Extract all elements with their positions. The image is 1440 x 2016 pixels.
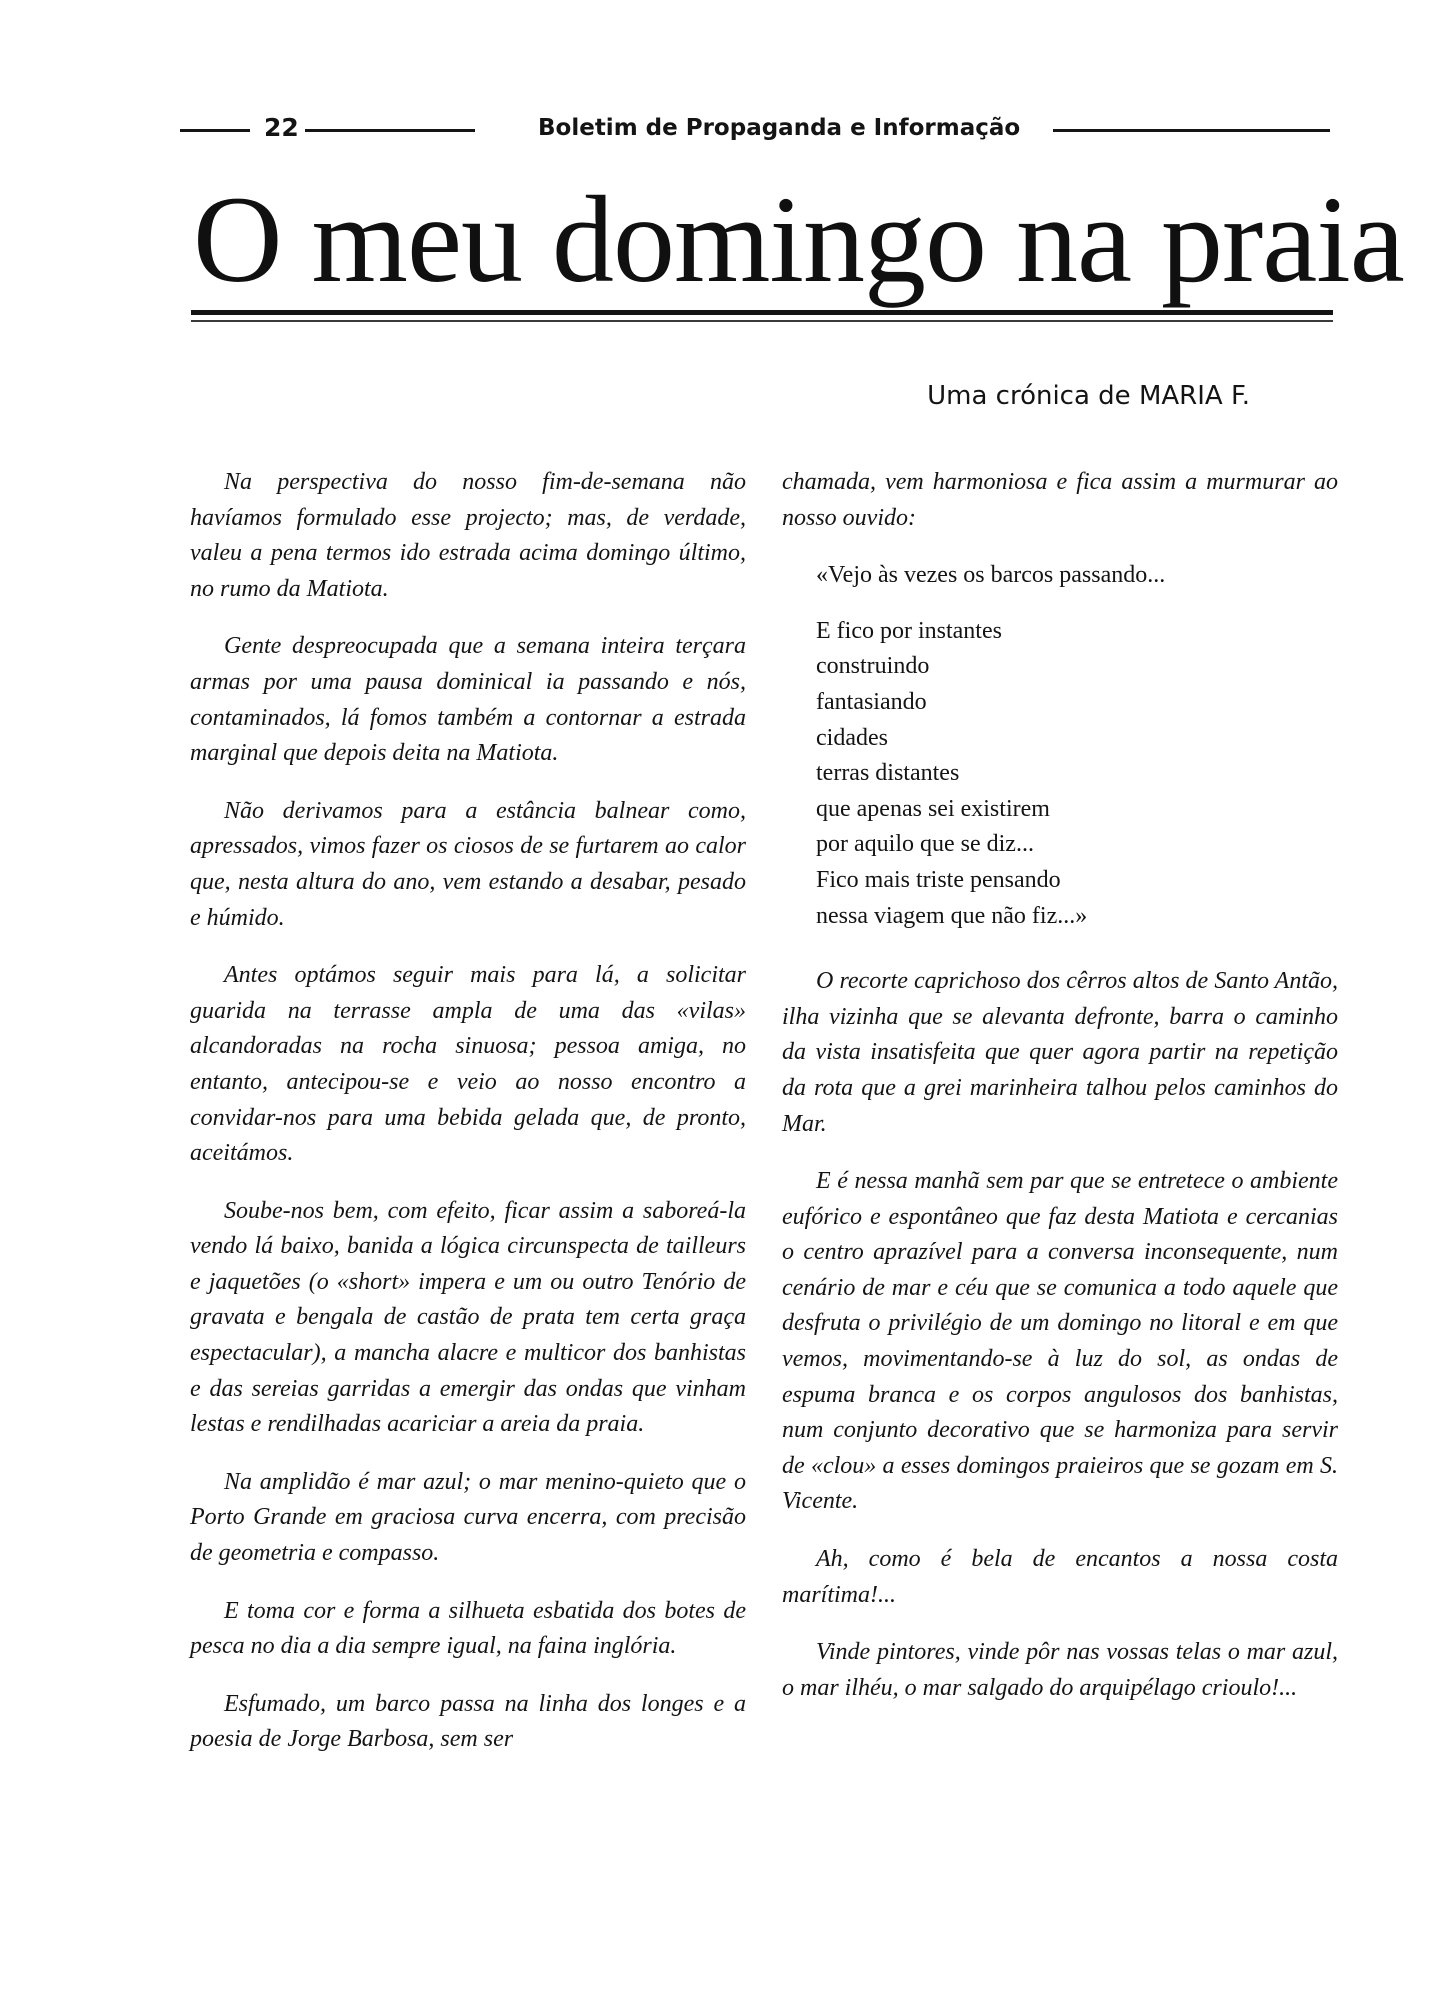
poem-line: cidades bbox=[816, 724, 888, 751]
header-rule-left bbox=[180, 129, 250, 132]
paragraph: Soube-nos bem, com efeito, ficar assim a saboreá-la vendo lá baixo, banida a lógica circunspecta de tailleurs e jaquetões (o «short» impera e um ou outro Tenório de gravata e bengala de castão de prata tem certa graça espectacular), a mancha alacre e multicor dos banhistas e das sereias garridas a emergir das ondas que vinham lestas e rendilhadas acariciar a areia da praia. bbox=[190, 1197, 746, 1438]
page-number: 22 bbox=[258, 113, 305, 143]
running-header bbox=[180, 113, 1330, 143]
poem-line: que apenas sei existirem bbox=[816, 795, 1050, 822]
paragraph: Vinde pintores, vinde pôr nas vossas telas o mar azul, o mar ilhéu, o mar salgado do arquipélago crioulo!... bbox=[782, 1639, 1338, 1701]
paragraph: Esfumado, um barco passa na linha dos longes e a poesia de Jorge Barbosa, sem ser bbox=[190, 1690, 746, 1753]
header-rule-right bbox=[1053, 129, 1330, 132]
paragraph: Na amplidão é mar azul; o mar menino-quieto que o Porto Grande em graciosa curva encerra, com precisão de geometria e compasso. bbox=[190, 1468, 746, 1567]
paragraph: Não derivamos para a estância balnear como, apressados, vimos fazer os ciosos de se furtarem ao calor que, nesta altura do ano, vem estando a desabar, pesado e húmido. bbox=[190, 797, 746, 931]
poem-lines bbox=[782, 614, 1338, 934]
poem-line: nessa viagem que não fiz...» bbox=[816, 902, 1088, 929]
poem-quote bbox=[782, 558, 1338, 934]
journal-title: Boletim de Propaganda e Informação bbox=[530, 113, 1028, 143]
poem-line: por aquilo que se diz... bbox=[816, 831, 1034, 858]
paragraph: Ah, como é bela de encantos a nossa costa marítima!... bbox=[782, 1546, 1338, 1608]
poem-line: fantasiando bbox=[816, 688, 927, 715]
header-rule-middle bbox=[290, 129, 475, 132]
title-rule-thick bbox=[191, 310, 1333, 315]
paragraph: Antes optámos seguir mais para lá, a solicitar guarida na terrasse ampla de uma das «vilas» alcandoradas na rocha sinuosa; pessoa amiga, no entanto, antecipou-se e veio ao nosso encontro a convidar-nos para uma bebida gelada que, de pronto, aceitámos. bbox=[190, 962, 746, 1167]
poem-line: Fico mais triste pensando bbox=[816, 866, 1061, 893]
byline: Uma crónica de MARIA F. bbox=[927, 381, 1250, 411]
poem-line: construindo bbox=[816, 653, 930, 680]
paragraph: Na perspectiva do nosso fim-de-semana não havíamos formulado esse projecto; mas, de verdade, valeu a pena termos ido estrada acima domingo último, no rumo da Matiota. bbox=[190, 469, 746, 602]
paragraph-continuation: chamada, vem harmoniosa e fica assim a murmurar ao nosso ouvido: bbox=[782, 469, 1338, 531]
poem-intro: «Vejo às vezes os barcos passando... bbox=[816, 562, 1166, 589]
paragraph: O recorte caprichoso dos cêrros altos de Santo Antão, ilha vizinha que se alevanta defronte, barra o caminho da vista insatisfeita que quer agora partir na repetição da rota que a grei marinheira talhou pelos caminhos do Mar. bbox=[782, 968, 1338, 1137]
poem-line: E fico por instantes bbox=[816, 617, 1002, 644]
poem-line: terras distantes bbox=[816, 760, 960, 787]
right-column bbox=[782, 465, 1338, 1728]
title-rule-thin bbox=[191, 320, 1333, 322]
left-column bbox=[190, 465, 746, 1780]
article-title: O meu domingo na praia bbox=[193, 171, 1404, 308]
paragraph: Gente despreocupada que a semana inteira terçara armas por uma pausa dominical ia passando e nós, contaminados, lá fomos também a contornar a estrada marginal que depois deita na Matiota. bbox=[190, 633, 746, 767]
paragraph: E é nessa manhã sem par que se entretece o ambiente eufórico e espontâneo que faz desta Matiota e cercanias o centro aprazível para a conversa inconsequente, num cenário de mar e céu que se comunica a todo aquele que desfruta o privilégio de um domingo no litoral e em que vemos, movimentando-se à luz do sol, as ondas de espuma branca e os corpos angulosos dos banhistas, num conjunto decorativo que se harmoniza para servir de «clou» a esses domingos praieiros que se gozam em S. Vicente. bbox=[782, 1168, 1338, 1515]
paragraph: E toma cor e forma a silhueta esbatida dos botes de pesca no dia a dia sempre igual, na faina inglória. bbox=[190, 1597, 746, 1660]
